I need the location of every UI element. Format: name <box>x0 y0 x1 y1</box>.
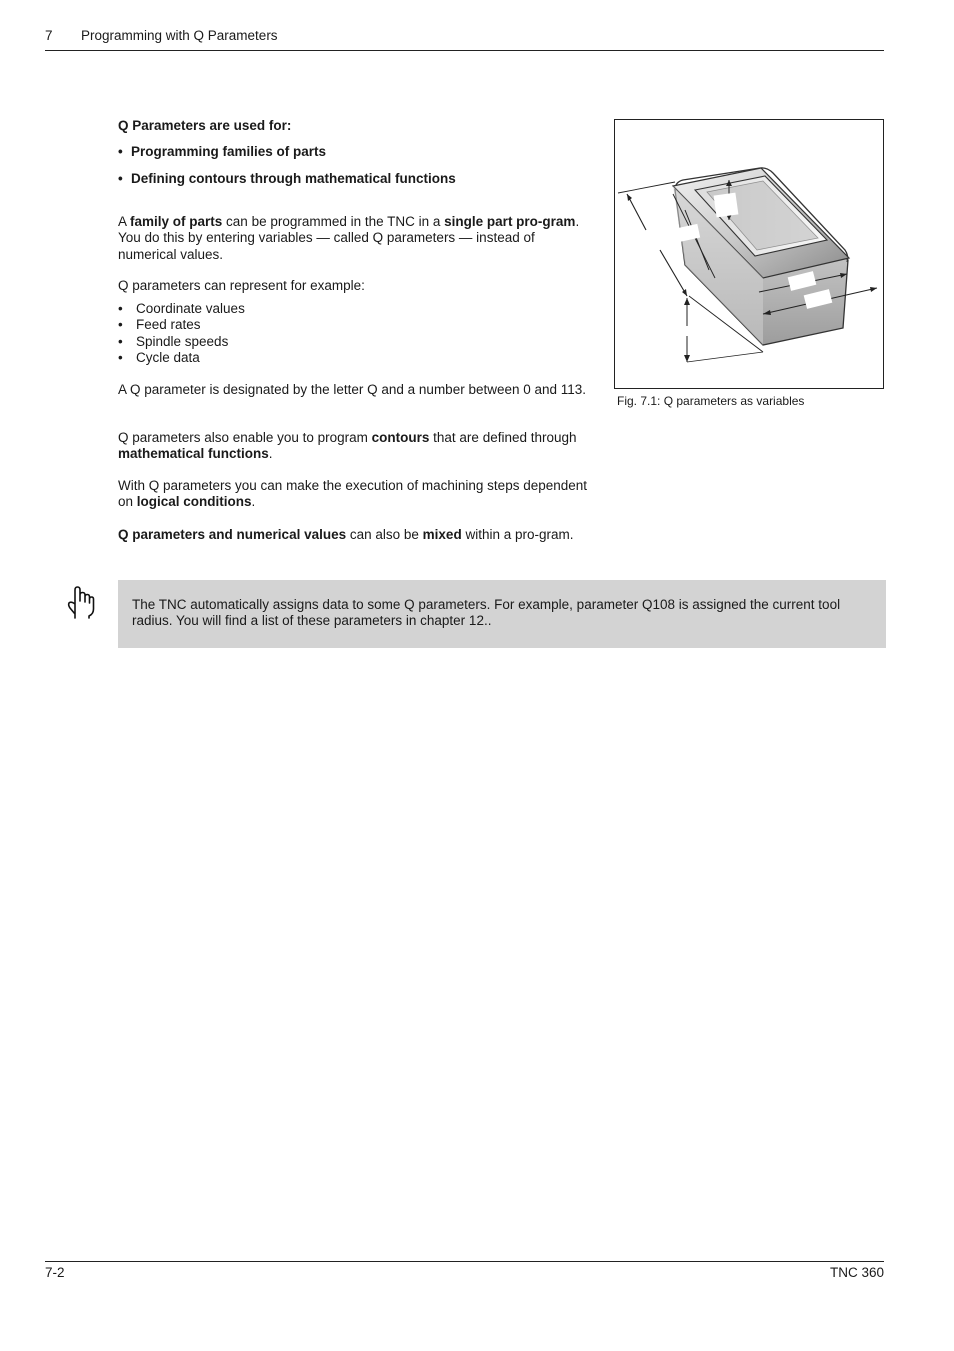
chapter-number: 7 <box>45 28 53 43</box>
paragraph-contours: Q parameters also enable you to program contours that are defined through mathematical functions. <box>118 430 577 462</box>
header-rule <box>45 50 884 51</box>
workpiece-illustration <box>615 120 883 388</box>
page-number: 7-2 <box>45 1265 65 1280</box>
paragraph-represent: Q parameters can represent for example: <box>118 278 365 293</box>
use-item <box>118 171 456 187</box>
footer-rule <box>45 1261 884 1262</box>
paragraph-mixed: Q parameters and numerical values can also be mixed within a pro-gram. <box>118 527 574 542</box>
bullet: • <box>118 171 123 186</box>
list-item: • Coordinate values <box>118 301 245 316</box>
paragraph-logical-conditions: With Q parameters you can make the execution of machining steps dependent on logical conditions. <box>118 478 588 510</box>
paragraph-family-of-parts: A family of parts can be programmed in the TNC in a single part pro-gram. You do this by entering variables — called Q parameters — instead of numerical values. <box>118 214 580 262</box>
use-item <box>118 144 326 160</box>
list-item: • Cycle data <box>118 350 200 366</box>
paragraph-designation: A Q parameter is designated by the letter Q and a number between 0 and 113. <box>118 382 587 397</box>
note-box <box>118 580 886 648</box>
bullet: • <box>118 144 123 159</box>
pointing-hand-icon <box>66 584 96 620</box>
intro-heading: Q Parameters are used for: <box>118 118 292 133</box>
chapter-title: Programming with Q Parameters <box>81 28 278 43</box>
list-item: • Spindle speeds <box>118 333 229 349</box>
use-item-text: Defining contours through mathematical functions <box>131 171 456 186</box>
figure-q-parameters <box>614 119 884 389</box>
represent-list <box>118 301 245 367</box>
list-item: • Feed rates <box>118 317 201 333</box>
figure-caption: Fig. 7.1: Q parameters as variables <box>617 394 805 408</box>
use-item-text: Programming families of parts <box>131 144 327 159</box>
note-text: The TNC automatically assigns data to some Q parameters. For example, parameter Q108 is assigned the current tool radius. You will find a list of these parameters in chapter 12.. <box>132 597 841 629</box>
product-name: TNC 360 <box>829 1265 884 1280</box>
